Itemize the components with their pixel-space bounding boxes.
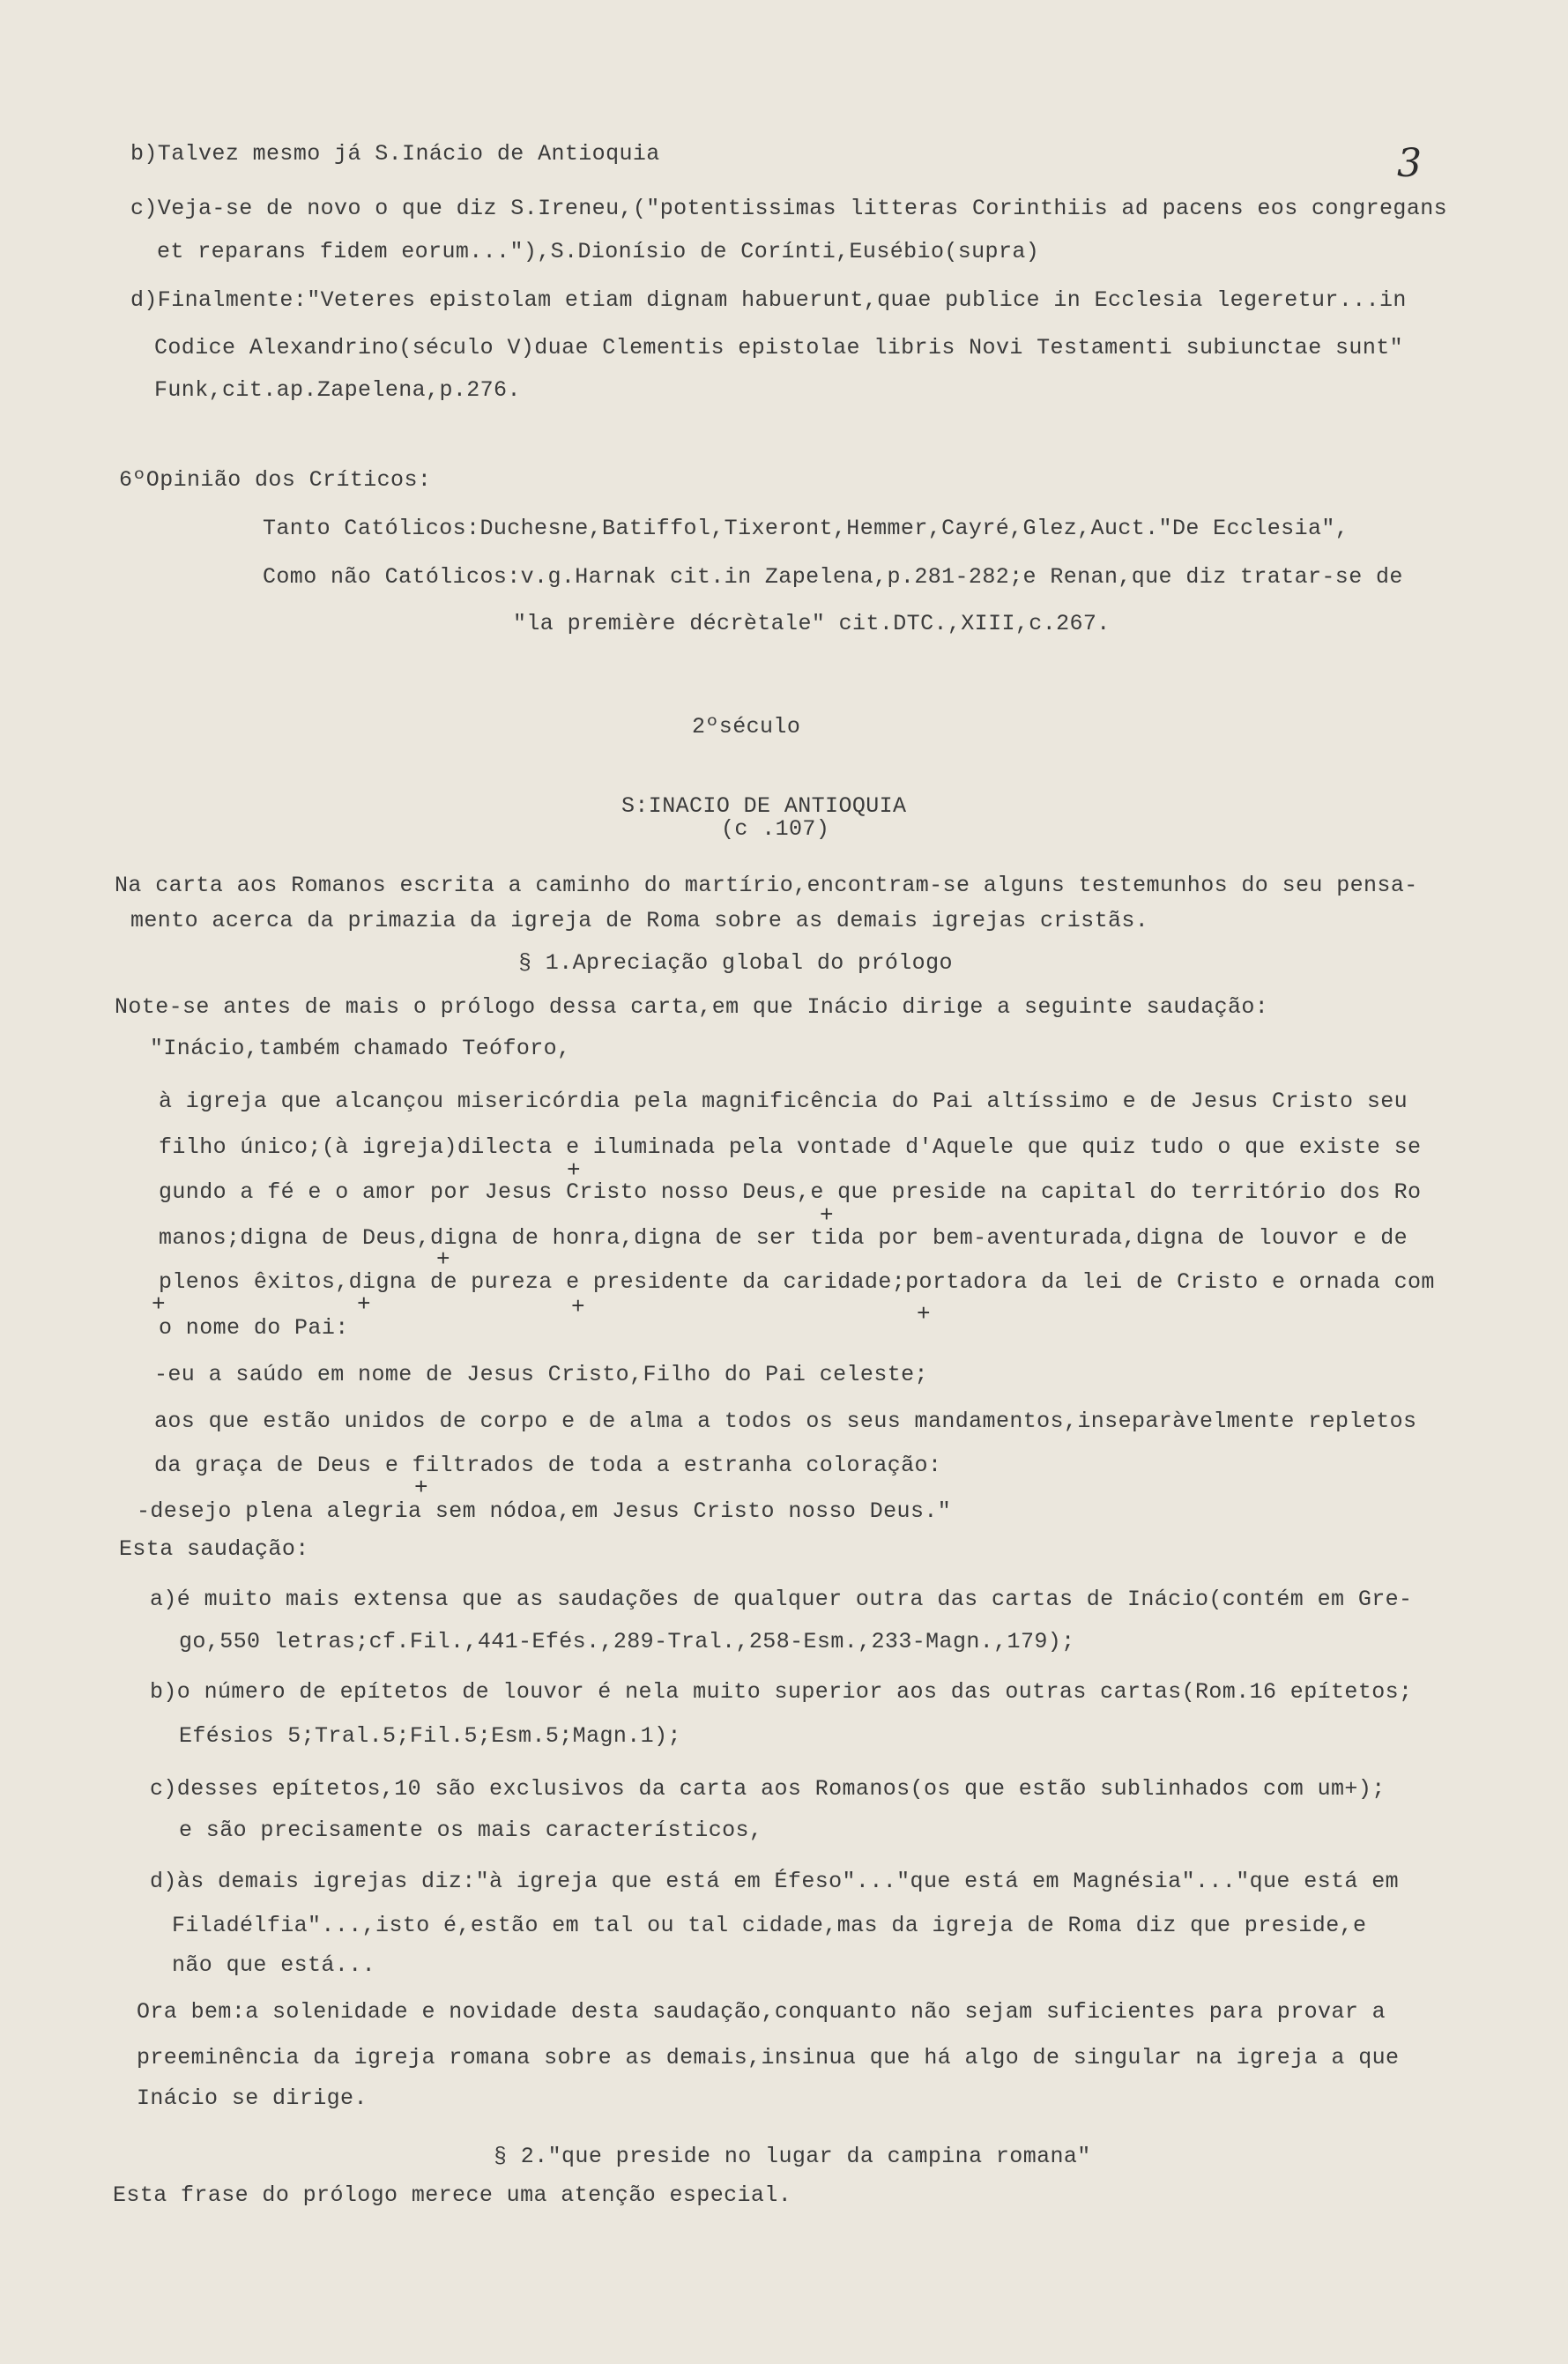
list-item: não que está...	[172, 1952, 376, 1978]
quote-line: aos que estão unidos de corpo e de alma a todos os seus mandamentos,inseparàvelmente repletos	[154, 1409, 1417, 1434]
quote-line: filho único;(à igreja)dilecta e iluminada pela vontade d'Aquele que quiz tudo o que existe se	[159, 1134, 1422, 1160]
chapter-date: (c .107)	[721, 816, 830, 842]
cross-mark: +	[414, 1475, 428, 1501]
list-item: Filadélfia"...,isto é,estão em tal ou tal cidade,mas da igreja de Roma diz que preside,e	[172, 1913, 1367, 1938]
quote-line: da graça de Deus e filtrados de toda a estranha coloração:	[154, 1453, 942, 1478]
text-line: c)Veja-se de novo o que diz S.Ireneu,("potentissimas litteras Corinthiis ad pacens eos congregans	[130, 196, 1448, 221]
quote-line: plenos êxitos,digna de pureza e presidente da caridade;portadora da lei de Cristo e ornada com	[159, 1269, 1435, 1295]
list-item: a)é muito mais extensa que as saudações de qualquer outra das cartas de Inácio(contém em Gre-	[150, 1587, 1413, 1612]
text-line: Como não Católicos:v.g.Harnak cit.in Zapelena,p.281-282;e Renan,que diz tratar-se de	[263, 564, 1403, 590]
text-line: "la première décrètale" cit.DTC.,XIII,c.267.	[513, 611, 1111, 636]
cross-mark: +	[436, 1246, 450, 1273]
list-item: b)o número de epítetos de louvor é nela muito superior aos das outras cartas(Rom.16 epítetos;	[150, 1679, 1413, 1705]
cross-mark: +	[917, 1301, 931, 1327]
text-line: Esta saudação:	[119, 1536, 309, 1562]
text-line: b)Talvez mesmo já S.Inácio de Antioquia	[130, 141, 660, 167]
chapter-title: S:INACIO DE ANTIOQUIA	[621, 793, 907, 819]
text-line: Ora bem:a solenidade e novidade desta saudação,conquanto não sejam suficientes para provar a	[137, 1999, 1386, 2025]
quote-line: -desejo plena alegria sem nódoa,em Jesus Cristo nosso Deus."	[137, 1498, 952, 1524]
quote-line: o nome do Pai:	[159, 1315, 349, 1341]
quote-line: -eu a saúdo em nome de Jesus Cristo,Filho do Pai celeste;	[154, 1362, 928, 1387]
text-line: Tanto Católicos:Duchesne,Batiffol,Tixeront,Hemmer,Cayré,Glez,Auct."De Ecclesia",	[263, 516, 1349, 541]
section-heading: § 2."que preside no lugar da campina romana"	[494, 2144, 1091, 2169]
list-item: e são precisamente os mais característicos,	[179, 1818, 763, 1843]
text-line: d)Finalmente:"Veteres epistolam etiam dignam habuerunt,quae publice in Ecclesia legeretur...in	[130, 287, 1407, 313]
list-item: go,550 letras;cf.Fil.,441-Efés.,289-Tral.,258-Esm.,233-Magn.,179);	[179, 1629, 1075, 1654]
quote-line: manos;digna de Deus,digna de honra,digna de ser tida por bem-aventurada,digna de louvor e de	[159, 1225, 1408, 1251]
text-line: et reparans fidem eorum..."),S.Dionísio de Corínti,Eusébio(supra)	[157, 239, 1040, 264]
list-item: Efésios 5;Tral.5;Fil.5;Esm.5;Magn.1);	[179, 1723, 681, 1749]
text-line: Note-se antes de mais o prólogo dessa carta,em que Inácio dirige a seguinte saudação:	[115, 994, 1269, 1020]
list-item: c)desses epítetos,10 são exclusivos da carta aos Romanos(os que estão sublinhados com um+);	[150, 1776, 1386, 1802]
cross-mark: +	[357, 1291, 371, 1318]
page-number: 3	[1397, 141, 1422, 186]
quote-line: gundo a fé e o amor por Jesus Cristo nosso Deus,e que preside na capital do território dos Ro	[159, 1179, 1422, 1205]
quote-line: "Inácio,também chamado Teóforo,	[150, 1036, 571, 1061]
text-line: preeminência da igreja romana sobre as demais,insinua que há algo de singular na igreja a que	[137, 2045, 1400, 2070]
text-line: Esta frase do prólogo merece uma atenção especial.	[113, 2182, 792, 2208]
cross-mark: +	[567, 1157, 581, 1184]
text-line: Codice Alexandrino(século V)duae Clementis epistolae libris Novi Testamenti subiunctae sunt"	[154, 335, 1404, 361]
cross-mark: +	[820, 1202, 834, 1229]
text-line: Inácio se dirige.	[137, 2085, 368, 2111]
section-heading: 6ºOpinião dos Críticos:	[119, 467, 432, 493]
text-line: mento acerca da primazia da igreja de Roma sobre as demais igrejas cristãs.	[130, 908, 1149, 933]
cross-mark: +	[152, 1291, 166, 1318]
section-heading: § 1.Apreciação global do prólogo	[518, 950, 953, 976]
quote-line: à igreja que alcançou misericórdia pela magnificência do Pai altíssimo e de Jesus Cristo seu	[159, 1089, 1408, 1114]
text-line: Na carta aos Romanos escrita a caminho do martírio,encontram-se alguns testemunhos do seu pensa-	[115, 873, 1418, 898]
text-line: Funk,cit.ap.Zapelena,p.276.	[154, 377, 521, 403]
list-item: d)às demais igrejas diz:"à igreja que está em Éfeso"..."que está em Magnésia"..."que está em	[150, 1869, 1400, 1894]
century-heading: 2ºséculo	[692, 714, 801, 740]
cross-mark: +	[571, 1294, 585, 1320]
